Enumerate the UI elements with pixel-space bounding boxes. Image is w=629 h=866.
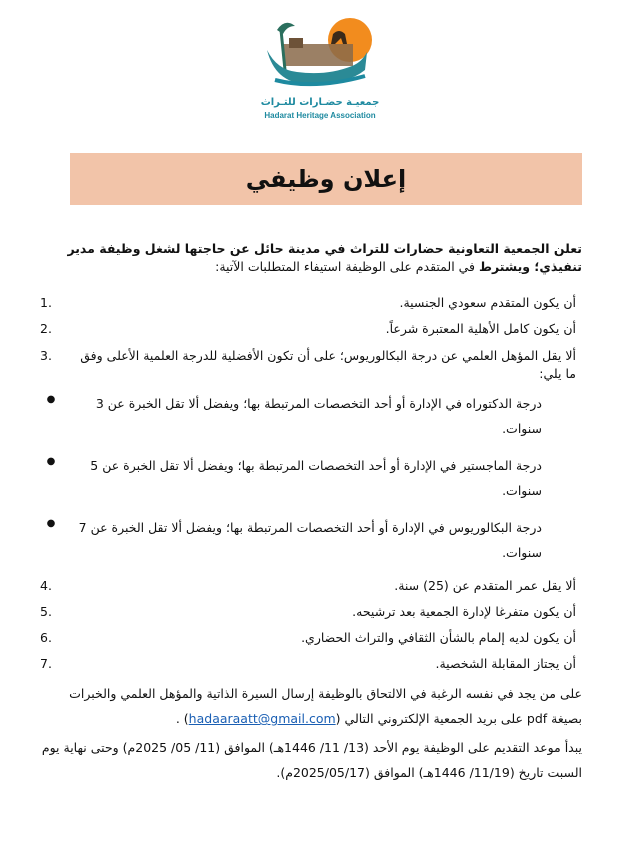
requirement-item [40,603,582,621]
degree-item [40,391,582,441]
requirement-item [40,577,582,595]
closing-section [40,681,582,785]
intro-paragraph [40,240,582,276]
requirement-number: 2. [40,321,52,337]
requirement-number: 6. [40,630,52,645]
requirement-text: ألا يقل عمر المتقدم عن (25) سنة. [394,577,576,593]
apply-instructions [40,681,582,731]
apply-text: على من يجد في نفسه الرغبة في الالتحاق بالوظيفة إرسال السيرة الذاتية والمؤهل العلمي والخبرات بصيغة pdf على بريد الجمعية الإلكتروني التالي ( [69,686,582,727]
requirement-text: أن يكون متفرغا لإدارة الجمعية بعد ترشيحه. [352,603,576,619]
degree-text: درجة الماجستير في الإدارة أو أحد التخصصات المرتبطة بها؛ ويفضل ألا تقل الخبرة عن 5 سنوات. [90,457,542,498]
bullet-icon: ● [46,517,56,529]
degree-text: درجة البكالوريوس في الإدارة أو أحد التخصصات المرتبطة بها؛ ويفضل ألا تقل الخبرة عن 7 سنوات. [78,519,542,560]
logo-english-name: Hadarat Heritage Association [264,111,376,120]
requirement-text: أن يكون لديه إلمام بالشأن الثقافي والتراث الحضاري. [301,630,576,645]
degree-item [40,515,582,565]
application-dates: يبدأ موعد التقديم على الوظيفة يوم الأحد (13/ 11/ 1446هـ) الموافق (11/ 05/ 2025م) وحتى نهاية يوم السبت تاريخ (11/19/ 1446هـ) الموافق (2025/05/17م). [41,740,582,781]
requirement-item [40,320,582,338]
requirement-text: أن يجتاز المقابلة الشخصية. [435,656,576,672]
requirement-text: أن يكون المتقدم سعودي الجنسية. [399,295,576,311]
degree-item [40,453,582,503]
intro-bold: تعلن الجمعية التعاونية حضارات للتراث في مدينة حائل عن حاجتها لشغل وظيفة مدير تنفيذي؛ ويشترط [67,241,582,275]
page-title: إعلان وظيفي [245,165,407,193]
degree-list [40,391,582,565]
requirement-number: 1. [40,295,52,311]
degree-text: درجة الدكتوراه في الإدارة أو أحد التخصصات المرتبطة بها؛ ويفضل ألا تقل الخبرة عن 3 سنوات. [95,395,542,436]
requirement-number: 5. [40,603,52,619]
email-link[interactable]: hadaaraatt@gmail.com [188,711,336,727]
requirement-number: 4. [40,577,52,593]
requirement-number: 7. [40,656,52,672]
hadarat-logo [255,10,385,122]
requirement-text: ألا يقل المؤهل العلمي عن درجة البكالوريوس؛ على أن تكون الأفضلية للدرجة العلمية الأعلى وفق ما يلي: [80,347,576,381]
requirement-item [40,294,582,312]
logo-arabic-name: جمعيـة حضـارات للتـراث [260,97,380,108]
title-banner [70,153,582,205]
announcement-body [40,240,582,789]
requirement-number: 3. [40,347,52,363]
bullet-icon: ● [46,455,56,467]
apply-end: ) . [175,711,189,727]
requirement-item [40,347,582,383]
requirement-item [40,655,582,673]
requirement-item [40,629,582,647]
bullet-icon: ● [46,393,56,405]
requirement-text: أن يكون كامل الأهلية المعتبرة شرعاً. [385,321,576,337]
logo-emblem [255,10,385,100]
intro-rest: في المتقدم على الوظيفة استيفاء المتطلبات الآتية: [215,259,476,275]
